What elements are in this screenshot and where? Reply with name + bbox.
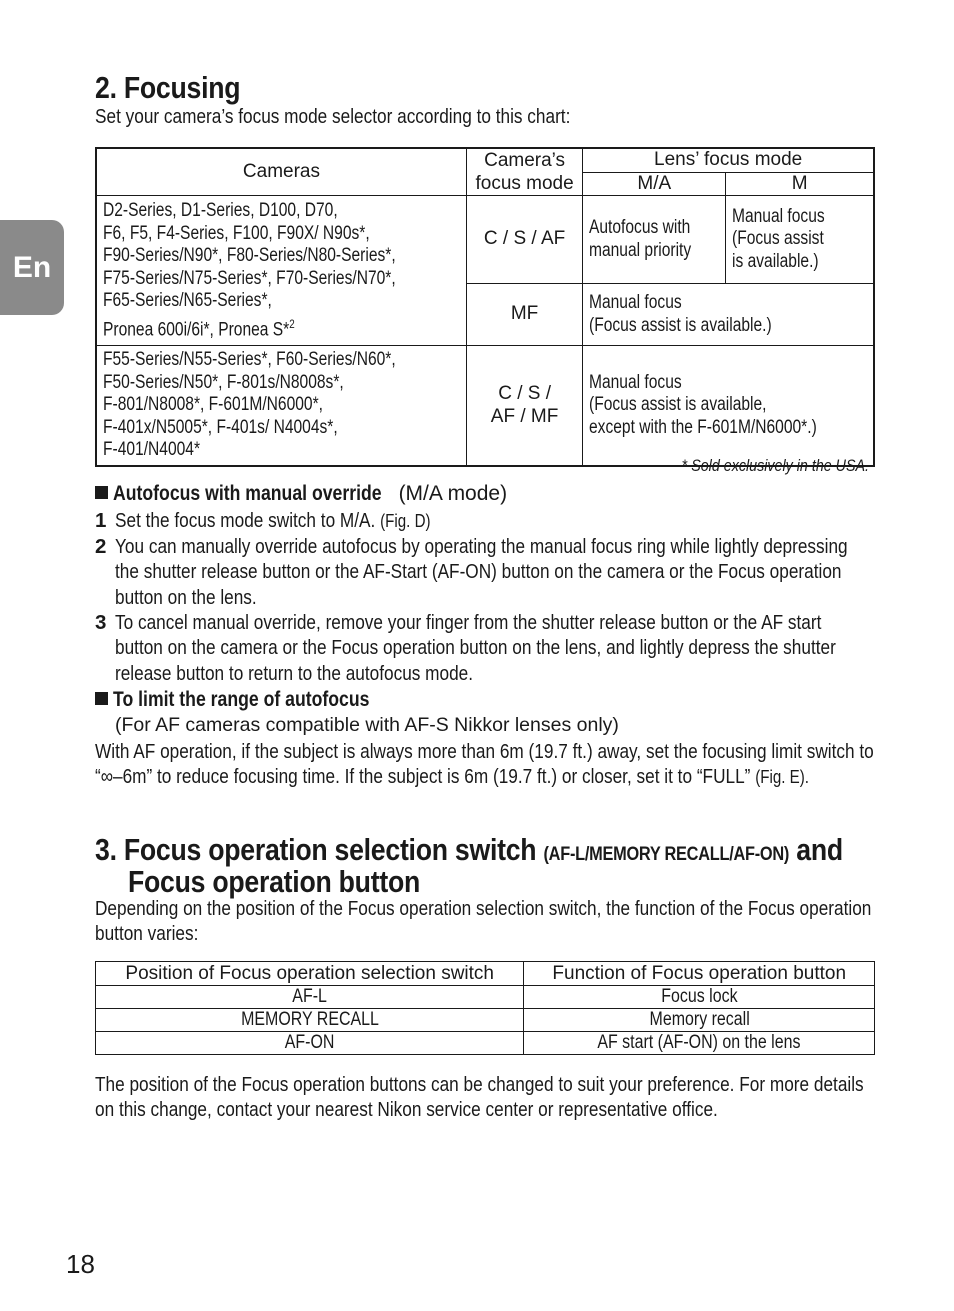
footnote: * Sold exclusively in the USA.	[681, 456, 869, 475]
position-cell: AF-L	[96, 986, 524, 1009]
focus-button-table	[95, 961, 875, 1055]
row2-lens-cell: Manual focus (Focus assist is available, except with the F-601M/N6000*.)	[583, 346, 874, 466]
limit-text: With AF operation, if the subject is always more than 6m (19.7 ft.) away, set the focusing limit switch to “∞–6m” to reduce focusing time. If the subject is 6m (19.7 ft.) or closer, set it to “FULL” (Fig. E).	[95, 740, 874, 789]
header-camera-focus-mode: Camera’s focus mode	[466, 148, 582, 196]
limit-subtitle: (For AF cameras compatible with AF-S Nikkor lenses only)	[115, 714, 619, 736]
header-lens-focus-mode: Lens’ focus mode	[583, 148, 874, 172]
position-cell: MEMORY RECALL	[96, 1009, 524, 1032]
position-cell: AF-ON	[96, 1032, 524, 1055]
square-bullet-icon	[95, 692, 108, 705]
language-tab	[0, 220, 64, 315]
page-number: 18	[66, 1249, 95, 1279]
override-step-1: 1 Set the focus mode switch to M/A. (Fig. D)	[95, 509, 431, 532]
override-subheading: Autofocus with manual override (M/A mode)	[95, 482, 507, 506]
section-2-heading: 2. Focusing	[95, 70, 241, 105]
row2-focus-mode: C / S / AF / MF	[466, 346, 582, 466]
table-row	[96, 1032, 875, 1055]
function-cell: Memory recall	[524, 1009, 875, 1032]
row1-m-cell: Manual focus (Focus assist is available.)	[726, 196, 874, 284]
row2-cameras: F55-Series/N55-Series*, F60-Series/N60*, F50-Series/N50*, F-801s/N8008s*, F-801/N8008*, F-601M/N6000*, F-401x/N5005*, F-401s/ N4004s*, F-401/N4004*	[96, 346, 466, 466]
header-ma: M/A	[583, 172, 726, 196]
table-row	[96, 1009, 875, 1032]
square-bullet-icon	[95, 486, 108, 499]
override-step-3: 3 To cancel manual override, remove your finger from the shutter release button or the AF start button on the camera or the Focus operation button on the lens, and lightly depress the shutter release button to return to the autofocus mode.	[95, 611, 836, 685]
override-step-2: 2 You can manually override autofocus by operating the manual focus ring while lightly depressing the shutter release button or the AF-Start (AF-ON) button on the camera or the Focus operation button on the lens.	[95, 535, 848, 609]
section-3-intro: Depending on the position of the Focus operation selection switch, the function of the Focus operation button varies:	[95, 897, 872, 946]
header-function: Function of Focus operation button	[524, 962, 875, 986]
table-row	[96, 986, 875, 1009]
header-m: M	[726, 172, 874, 196]
header-cameras: Cameras	[96, 148, 466, 196]
header-position: Position of Focus operation selection switch	[96, 962, 524, 986]
function-cell: AF start (AF-ON) on the lens	[524, 1032, 875, 1055]
section-3-heading: 3. Focus operation selection switch (AF-L/MEMORY RECALL/AF-ON) and	[95, 832, 843, 867]
closing-paragraph: The position of the Focus operation buttons can be changed to suit your preference. For more details on this change, contact your nearest Nikon service center or representative office.	[95, 1073, 864, 1122]
section-2-intro: Set your camera’s focus mode selector according to this chart:	[95, 105, 571, 128]
row1-focus-mode-b: MF	[466, 284, 582, 346]
row1-ma-cell: Autofocus with manual priority	[583, 196, 726, 284]
row1-cameras: D2-Series, D1-Series, D100, D70, F6, F5, F4-Series, F100, F90X/ N90s*, F90-Series/N90*, F80-Series/N80-Series*, F75-Series/N75-Series*, F70-Series/N70*, F65-Series/N65-Series*, Pronea 600i/6i*, Pronea S*$^2$	[96, 196, 466, 346]
section-3-heading-line2: Focus operation button	[128, 864, 421, 899]
row1-mf-cell: Manual focus (Focus assist is available.)	[583, 284, 874, 346]
function-cell: Focus lock	[524, 986, 875, 1009]
limit-subheading: To limit the range of autofocus	[95, 688, 418, 712]
language-tab-label: En	[12, 250, 52, 284]
row1-focus-mode-a: C / S / AF	[466, 196, 582, 284]
focus-mode-table	[95, 147, 875, 467]
